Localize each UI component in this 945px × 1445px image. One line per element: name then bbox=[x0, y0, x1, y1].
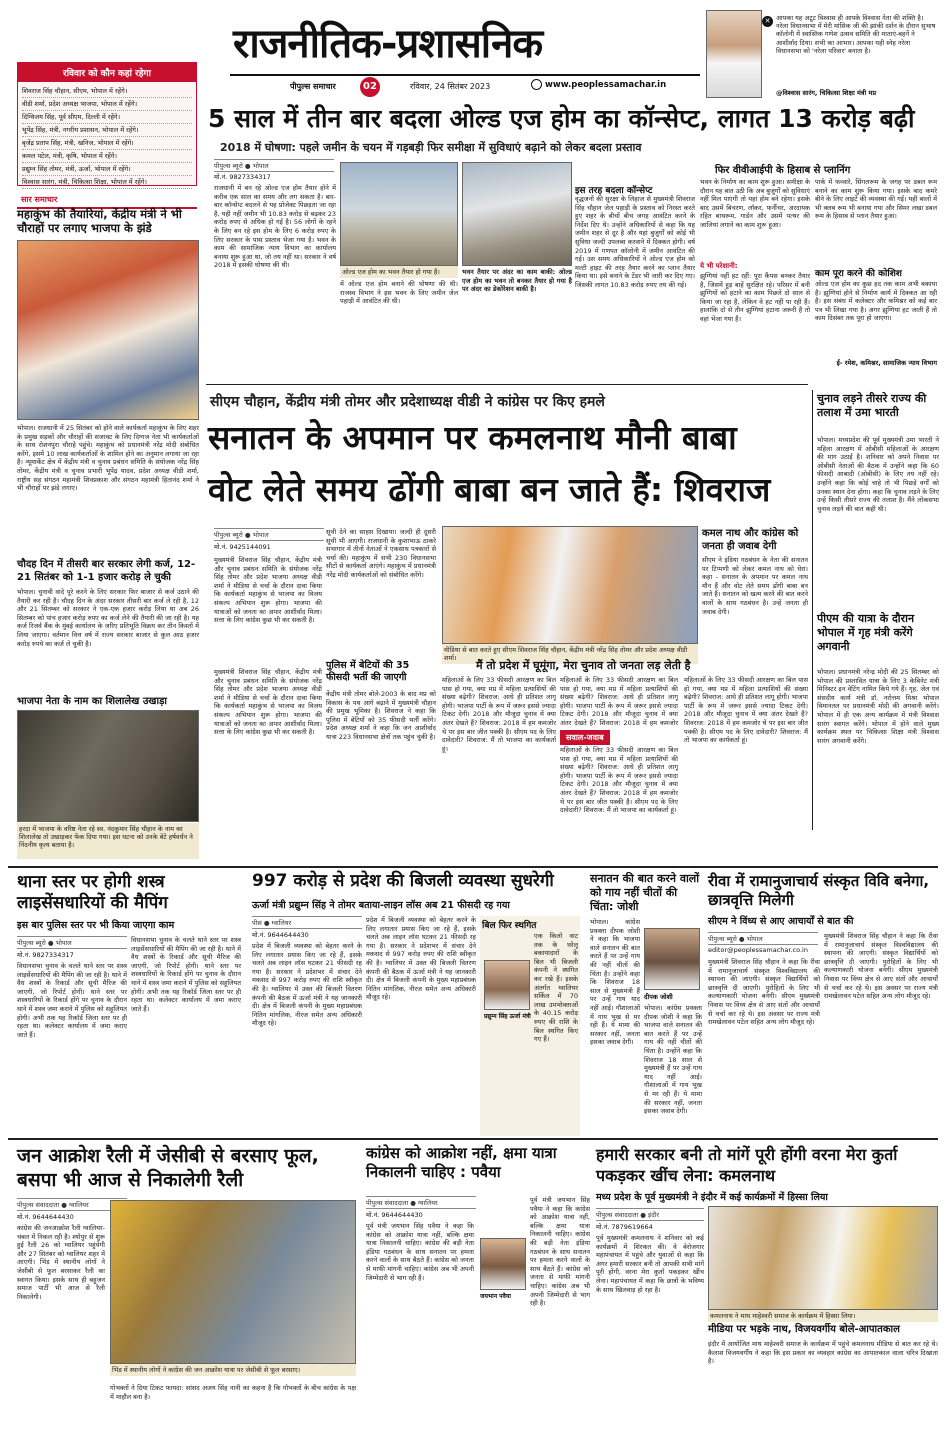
joshi-text-2: भोपाल। कांग्रेस प्रवक्ता दीपक जोशी ने कहा कि भाजपा वाले सनातन की बात करते हैं पर उन्हें गाय की नहीं चीतों की चिंता है। उन्होंने कहा कि शिवराज 18 साल से मुख्यमंत्री हैं पर उन्हें गाय याद नहीं आई। गौशालाओं में गाय भूख से मर रही हैं। ये मामा की सरकार नहीं, जनता इसका जवाब देगी। bbox=[644, 1004, 702, 1116]
power-deck: ऊर्जा मंत्री प्रद्युम्न सिंह ने तोमर बताया-लाइन लॉस अब 21 फीसदी रह गया bbox=[252, 900, 510, 911]
pavaiya-caption: जयभान पवैया bbox=[480, 1293, 511, 1300]
kamalnath-byline: पीपुल्स संवाददाता ● इंदौर bbox=[596, 1208, 704, 1221]
kamalnath-text-2: इंदौर में आयोजित माथ माहेश्वरी समाज के कार्यक्रम में पहुंचे कमलनाथ मीडिया से बात कर रहे थे। कैलाश विजयवर्गीय ने कहा कि इस प्रकार का व्यवहार कांग्रेस का आपातकाल वाला चरित्र दिखाता है। bbox=[708, 1340, 938, 1366]
oldage-col5: पार्क में फव्वारे, सिंगलरूम के जगह पर डबल रूम बनाने का काम शुरू किया गया। इसके बाद कमरे बीने के लिए लाइटें की व्यवस्था की गई। यही बालों में भी क्लब रूम भी बनाया गया और सिमर लखा डबल रूम के हिसाब से प्लान तैयार हुआ। bbox=[815, 178, 937, 221]
x-logo-icon: ✕ bbox=[762, 16, 773, 27]
oldage-sub-3: ये भी परेशानी: bbox=[700, 262, 738, 270]
kamalnath-headline: हमारी सरकार बनी तो मांगें पूरी होंगी वरना मेरा कुर्ता पकड़कर खींच लेना: कमलनाथ bbox=[596, 1145, 898, 1185]
rally-mobile: मो.नं. 9644644430 bbox=[17, 1213, 74, 1221]
oldage-deck: 2018 में घोषणा: पहले जमीन के चयन में गड़बड़ी फिर समीक्षा में सुविधाएं बढ़ाने को लेकर बदला प्रस्ताव bbox=[220, 141, 642, 154]
oldage-caption-1: ओल्ड एज होम का भवन तैयार हो गया है। bbox=[340, 266, 458, 278]
website-link[interactable]: www.peoplessamachar.in bbox=[545, 80, 667, 90]
schedule-item: प्रद्युम्न सिंह तोमर, मंत्री, ऊर्जा, भोपाल में रहेंगे। bbox=[22, 163, 192, 176]
schedule-item: विश्वास सारंग, मंत्री, चिकित्सा शिक्षा, भोपाल में रहेंगे। bbox=[22, 176, 192, 189]
oldage-col4b: झुग्गियां नहीं हट रहीं: पूरा कैंपस बनकर तैयार है, जिसमें हुड़ बाहें सुरक्षित रहे। परिसर में बनी झुग्गियों को हटाने का काम पिछले दो साल से किया जा रहा है, लेकिन वे हट नहीं पा रही हैं। हालांकि दो से तीन झुग्गियां हटाना जरूरी है तो वहां भेजा गया है। bbox=[700, 272, 810, 323]
lead-photo-caption: मीडिया से बात करते हुए सीएम शिवराज सिंह चौहान, केंद्रीय मंत्री नरेंद्र सिंह तोमर और प्रदेश अध्यक्ष वीडी शर्मा। bbox=[442, 644, 698, 664]
oldage-caption-2: भवन तैयार पर अंदर का काम बाकी: ओल्ड एज होम का भवन तो बनकर तैयार हो गया है पर अंदर का डेकोरेशन बाकी है। bbox=[462, 268, 572, 294]
qa-text-3: महिलाओं के लिए 33 फीसदी आरक्षण का बिल पास हो गया, क्या मप्र में महिला प्रत्याशियों की संख्या बढ़ेगी? शिवराज: आधे ही प्रतिशत लागू होगी। भाजपा पार्टी के रूप में जरूर इससे ज्यादा टिकट देगी। 2018 और मौजूदा चुनाव में क्या अंतर देखते हैं? शिवराज: 2018 में हम कमजोर थे पर इस बार जीत पक्की है। सीएम पद के लिए दावेदारी? शिवराज: मैं तो भाजपा का कार्यकर्ता हूं। bbox=[560, 746, 678, 815]
schedule-box bbox=[17, 62, 197, 186]
lead-photo bbox=[442, 526, 698, 644]
rewa-deck: सीएम ने विंध्य से आए आचार्यों से बात की bbox=[708, 916, 854, 927]
schedule-item: भूपेंद्र सिंह, मंत्री, नगरीय प्रशासन, भोपाल में रहेंगे। bbox=[22, 124, 192, 137]
lead-side-head: कमल नाथ और कांग्रेस को जनता ही जवाब देगी bbox=[702, 528, 799, 552]
rewa-headline: रीवा में रामानुजाचार्य संस्कृत विवि बनेगा, छात्रवृत्ति मिलेगी bbox=[708, 872, 930, 909]
lead-headline-2: वोट लेते समय ढोंगी बाबा बन जाते हैं: शिवराज bbox=[208, 470, 771, 509]
page-number: 02 bbox=[360, 77, 380, 97]
oldage-photo-2 bbox=[462, 162, 572, 266]
right-col-divider bbox=[812, 390, 813, 830]
pavaiya-mobile: मो.नं. 9644644430 bbox=[366, 1211, 423, 1219]
quote-text: आपका यह अटूट विश्वास ही आपके विश्वास नेता की शक्ति है। नरेला विधानसभा में मेरी मांसिक जी की झांकी दर्शन के दौरान सुभाष कॉलोनी में स्वास्तिक गणेश उत्सव समिति की माताएं-बहनें ने आशीर्वाद दिया। सभी का आभार। आपका यही स्नेह नरेला विधानसभा को 'नरेला परिवार' बनाता है। bbox=[776, 14, 936, 55]
kamalnath-text: पूर्व मुख्यमंत्री कमलनाथ ने शनिवार को कई कार्यक्रमों में शिरकत की। वे बेरोजगार महापंचायत में पहुंचे और युवाओं से कहा कि अगर हमारी सरकार बनी तो आपकी सभी मांगें पूरी होंगी, वरना मेरा कुर्ता पकड़कर खींच लेना। महापंचायत में कहा कि छात्रों के भविष्य के साथ खिलवाड़ हो रहा है। bbox=[596, 1234, 704, 1294]
power-box-text: एक किलो वाट तक के घरेलू बकायादारों के बिल भी बिजली कंपनी ने स्थगित कर रखे हैं। इसके अंतर्गत ग्वालियर सर्किल में 70 लाख उपभोक्ताओं के 40.15 करोड़ रुपए की राशि के बिल स्थगित किए गए हैं। bbox=[534, 932, 578, 1044]
uma-text: भोपाल। मध्यप्रदेश की पूर्व मुख्यमंत्री उमा भारती ने महिला आरक्षण में ओबीसी महिलाओं के आरक्षण की मांग उठाई है। शनिवार को अपने निवास पर ओबीसी नेताओं की बैठक में उन्होंने कहा कि 60 फीसदी आबादी (ओबीसी) के लिए तय नहीं रहे। उन्होंने कहा कि कोई चाहे तो भी पिछड़े वर्गों को उनका स्थान देना होगा। कहा कि चुनाव लड़ने के लिए उन्हें किसी तीसरे राज्य की तलाश है। मैंने लोकसभा चुनाव लड़ने की बात कही थी। bbox=[817, 436, 939, 513]
lead-side-text: सीएम ने इंडिया गठबंधन के नेता की सनातन पर टिप्पणी को लेकर कमल नाथ को घेरा। कहा - सनातन के अपमान पर कमल नाथ मौन हैं और वोट लेते समय ढोंगी बाबा बन जाते हैं। सनातन को खत्म करने की बात करने वालों के साथ गठबंधन है। उन्हें जनता ही जवाब देगी। bbox=[702, 556, 808, 616]
rewa-text-1: मुख्यमंत्री शिवराज सिंह चौहान ने कहा कि रीवा में रामानुजाचार्य संस्कृत विश्वविद्यालय की स्थापना की जाएगी। संस्कृत विद्यार्थियों को छात्रवृत्ति दी जाएगी। पुरोहितों के लिए भी कल्याणकारी योजना बनेगी। सीएम मुख्यमंत्री निवास पर विंध्य क्षेत्र से आए संतों और आचार्यों से चर्चा कर रहे थे। इस अवसर पर राज्य मंत्री रामखेलावन पटेल सहित अन्य लोग मौजूद रहे। bbox=[708, 958, 820, 1027]
schedule-item: शिवराज सिंह चौहान, सीएम, भोपाल में रहेंगे। bbox=[22, 85, 192, 98]
saar-headline-2: चौदह दिन में तीसरी बार सरकार लेगी कर्ज, 12- 21 सितंबर को 1-1 हजार करोड़ ले चुकी bbox=[17, 559, 196, 583]
uma-headline: चुनाव लड़ने तीसरे राज्य की तलाश में उमा भारती bbox=[817, 392, 927, 419]
oldage-byline: पीपुल्स ब्यूरो ● भोपाल bbox=[214, 159, 334, 172]
schedule-list bbox=[18, 82, 196, 192]
globe-icon bbox=[531, 79, 542, 90]
pm-visit-headline: पीएम की यात्रा के दौरान भोपाल में गृह मंत्री करेंगे अगवानी bbox=[817, 612, 915, 653]
rally-photo bbox=[110, 1200, 356, 1364]
rewa-byline: पीपुल्स ब्यूरो ● भोपाल bbox=[708, 932, 818, 945]
pavaiya-headline: कांग्रेस को आक्रोश नहीं, क्षमा यात्रा निकालनी चाहिए : पवैया bbox=[366, 1144, 557, 1181]
arms-deck: इस बार पुलिस स्तर पर भी किया जाएगा काम bbox=[17, 920, 175, 931]
oldage-col-under: में ओल्ड एज होम बनाने की घोषणा की थी। राजस्व विभाग ने इस भवन के लिए जमीन जेल पहाड़ी में आवंटित की थी। bbox=[340, 280, 458, 306]
kamalnath-mobile: मो.नं. 7879619664 bbox=[596, 1223, 653, 1231]
lead-kicker: सीएम चौहान, केंद्रीय मंत्री तोमर और प्रदेशाध्यक्ष वीडी ने कांग्रेस पर किए हमले bbox=[210, 394, 605, 410]
oldage-sub-2: फिर वीवीआईपी के हिसाब से प्लानिंग bbox=[715, 165, 851, 176]
rally-byline: पीपुल्स संवाददाता ● ग्वालियर bbox=[17, 1198, 127, 1211]
qa-text-4: महिलाओं के लिए 33 फीसदी आरक्षण का बिल पास हो गया, क्या मप्र में महिला प्रत्याशियों की संख्या बढ़ेगी? शिवराज: आधे ही प्रतिशत लागू होगी। भाजपा पार्टी के रूप में जरूर इससे ज्यादा टिकट देगी। 2018 और मौजूदा चुनाव में क्या अंतर देखते हैं? शिवराज: 2018 में हम कमजोर थे पर इस बार जीत पक्की है। सीएम पद के लिए दावेदारी? शिवराज: मैं तो भाजपा का कार्यकर्ता हूं। bbox=[684, 676, 808, 745]
lead-mobile: मो.नं. 9425144091 bbox=[214, 543, 271, 551]
oldage-col3: वृद्धजनों की सुरक्षा के लिहाज से मुख्यमंत्री शिवराज सिंह चौहान जेल पहाड़ी के प्रस्ताव को निरस्त करते हुए शहर के बीचों बीच जगह आवंटित करने के निर्देश दिए थे। उन्होंने अधिकारियों से कहा कि यह जमीन शहर से दूर है और यहां बुजुर्गों को कोई भी सुविधा जल्दी उपलब्ध करवाने में दिक्कत होगी। वर्ष 2019 में गणपत कॉलोनी में जमीन आवंटित की गई। उस समय अधिकारियों ने ओल्ड एज होम को मल्टी हाइट की तरह तैयार करने का प्लान तैयार किया था। इसे बनाने के टेंडर भी जारी कर दिए गए। जिसकी लागत 10.83 करोड़ रुपए तय की गई। bbox=[575, 195, 695, 289]
schedule-item: दिग्विजय सिंह, पूर्व सीएम, दिल्ली में रहेंगे। bbox=[22, 111, 192, 124]
minister-tomar-photo bbox=[484, 960, 530, 1010]
section-title: राजनीतिक-प्रशासनिक bbox=[233, 21, 543, 67]
power-box-head: बिल फिर स्थगित bbox=[482, 921, 537, 931]
kamalnath-sub: मीडिया पर भड़के नाथ, विजयवर्गीय बोले-आपातकाल bbox=[708, 1324, 900, 1335]
arms-mobile: मो.नं. 9827334317 bbox=[17, 951, 74, 959]
oldage-mobile: मो.नं. 9827334317 bbox=[214, 173, 271, 181]
joshi-text: भोपाल। कांग्रेस प्रवक्ता दीपक जोशी ने कहा कि भाजपा वाले सनातन की बात करते हैं पर उन्हें गाय की नहीं चीतों की चिंता है। उन्होंने कहा कि शिवराज 18 साल से मुख्यमंत्री हैं पर उन्हें गाय याद नहीं आई। गौशालाओं में गाय भूख से मर रही हैं। ये मामा की सरकार नहीं, जनता इसका जवाब देगी। bbox=[590, 918, 640, 1047]
lead-byline: पीपुल्स ब्यूरो ● भोपाल bbox=[214, 528, 324, 541]
masthead-rule bbox=[230, 74, 700, 76]
plaque-caption: हरदा में भाजपा के वरिष्ठ नेता रहे स्व. नंदकुमार सिंह चौहान के नाम का शिलालेख तो उखाड़कर फेंक दिया गया। इस घटना को उनके बेटे हर्षवर्धन ने निंदनीय कृत्य बताया है। bbox=[17, 823, 199, 859]
oldage-sub-4: काम पूरा करने की कोशिश bbox=[815, 269, 902, 279]
divider-2 bbox=[8, 866, 938, 868]
rewa-text-2: मुख्यमंत्री शिवराज सिंह चौहान ने कहा कि रीवा में रामानुजाचार्य संस्कृत विश्वविद्यालय की स्थापना की जाएगी। संस्कृत विद्यार्थियों को छात्रवृत्ति दी जाएगी। पुरोहितों के लिए भी कल्याणकारी योजना बनेगी। सीएम मुख्यमंत्री निवास पर विंध्य क्षेत्र से आए संतों और आचार्यों से चर्चा कर रहे थे। इस अवसर पर राज्य मंत्री रामखेलावन पटेल सहित अन्य लोग मौजूद रहे। bbox=[824, 932, 938, 1001]
arms-headline: थाना स्तर पर होगी शस्त्र लाइसेंसधारियों की मैपिंग bbox=[17, 872, 168, 913]
divider-1 bbox=[206, 384, 808, 385]
oldage-col4: भवन के निर्माण का काम शुरू हुआ। समीक्षा के दौरान यह बात उठी कि अब बुजुर्गों को सुविधाएं नहीं मिल पाएंगी तो यहां होम बने रहेगा। इसके बाद उसमें बिचरण, लॉकर, फर्नीचर, अरदायक रहित बाथरूम, गार्डन और उसमें पत्थर की जालियां लगाने का काम शुरू हुआ। bbox=[700, 178, 810, 229]
oldage-col1: राजधानी में बन रहे ओल्ड एज होम तैयार होने में करीब एक साल का समय और लग सकता है। बार-बार कॉन्सेप्ट बदलने से यह प्रोजेक्ट पिछड़ता जा रहा है, यही नहीं जमीन भी 10.83 करोड़ से बढ़कर 23 करोड़ रुपए से अधिक हो गई है। 56 लोगों के रहने के लिए बन रहे इस होम के लिए 6 करोड़ रुपए के लिए सरकार के पास प्रस्ताव भेजा गया है। भवन के काम की सामाजिक न्याय विभाग का कार्यालय बनाया शुरू हुआ था, जो तय नहीं था। सरकार ने वर्ष 2018 में इसकी घोषणा की थी। bbox=[214, 184, 336, 270]
oldage-sub-1: इस तरह बदला कॉन्सेप्ट bbox=[575, 186, 653, 196]
joshi-photo bbox=[644, 928, 700, 990]
schedule-item: बृजेंद्र प्रताप सिंह, मंत्री, खनिज, भोपाल में रहेंगे। bbox=[22, 137, 192, 150]
power-byline: पीस ● ग्वालियर bbox=[252, 916, 362, 929]
lead-headline-1: सनातन के अपमान पर कमलनाथ मौनी बाबा bbox=[208, 418, 737, 457]
plaque-photo bbox=[17, 710, 199, 822]
qa-label: सवाल-जवाब bbox=[560, 730, 610, 745]
saar-headline-1: महाकुंभ की तैयारियां, केंद्रीय मंत्री ने भी चौराहों पर लगाए भाजपा के झंडे bbox=[17, 207, 182, 235]
kamalnath-deck: मध्य प्रदेश के पूर्व मुख्यमंत्री ने इंदौर में कई कार्यक्रमों में हिस्सा लिया bbox=[596, 1192, 828, 1203]
rally-headline: जन आक्रोश रैली में जेसीबी से बरसाए फूल, बसपा भी आज से निकालेगी रैली bbox=[17, 1145, 319, 1191]
paper-name: पीपुल्स समाचार bbox=[290, 82, 336, 91]
schedule-item: वीडी शर्मा, प्रदेश अध्यक्ष भाजपा, भोपाल में रहेंगे। bbox=[22, 98, 192, 111]
schedule-item: कमल पटेल, मंत्री, कृषि, भोपाल में रहेंगे। bbox=[22, 150, 192, 163]
oldage-col5b: ओल्ड एज होम का कुछ हद तक काम अभी बकाया है। झुग्गियां होने से निर्माण कार्य में दिक्कत आ रही है। इस संबंध में कलेक्टर और कमिश्नर को कई बार पत्र भी लिखा गया है। अगर झुग्गियां हट जाती हैं तो काम दिसंबर तक पूरा हो जाएगा। bbox=[815, 280, 937, 323]
saar-text-1: भोपाल। राजधानी में 25 सितंबर को होने वाले कार्यकर्ता महाकुंभ के लिए शहर के प्रमुख सड़कों और चौराहों की सजावट के लिए दिग्गज नेता भी कार्यकर्ताओं के साथ रोशनपुरा चौराहे पहुंचे। महाकुंभ को प्रधानमंत्री नरेंद्र मोदी संबोधित करेंगे, इसमें 10 लाख कार्यकर्ताओं के शामिल होने का अनुमान लगाया जा रहा है। न्यूमार्केट क्षेत्र में केंद्रीय मंत्री व चुनाव प्रबंधन समिति के संयोजक नरेंद्र सिंह तोमर, केंद्रीय मंत्री व चुनाव प्रभारी भूपेंद्र यादव, प्रदेश अध्यक्ष वीडी शर्मा, राष्ट्रीय सह संगठन महामंत्री शिवप्रकाश और संगठन महामंत्री हितानंद शर्मा ने भी चौराहों पर झंडे लगाए। bbox=[17, 424, 199, 493]
pavaiya-photo bbox=[480, 1238, 526, 1290]
power-text-2: प्रदेश में बिजली व्यवस्था को बेहतर करने के लिए लगातार प्रयास किए जा रहे हैं, इसके चलते अब लाइन लॉस घटकर 21 फीसदी रह गया है। सरकार ने प्रदेशभर में संचार देने मकसद से 997 करोड़ रुपए की राशि स्वीकृत की है। ग्वालियर में उक्त की बिजली वितरण कंपनी की बैठक में ऊर्जा मंत्री ने यह जानकारी दी। क्षेत्र में बिजली कंपनी के मुख्य महाप्रबंधक नितिन मांगलिक, नीरज समेत अन्य अधिकारी मौजूद रहे। bbox=[366, 916, 476, 1002]
schedule-title: रविवार को कौन कहां रहेगा bbox=[18, 63, 196, 82]
saar-text-2: भोपाल। चुनावी वादे पूरे करने के लिए सरकार फिर बाजार से कर्ज उठाने की तैयारी कर रही है। चौदह दिन के अंदर सरकार तीसरी बार कर्ज ले रही है, 12 और 21 सितम्बर को सरकार ने एक-एक हजार करोड़ लिया था अब 26 सितम्बर को पांच हजार करोड़ रुपए का कर्ज लेने की तैयारी की जा रही है। यह कर्ज रिजर्व बैंक के मुंबई कार्यालय के जरिए प्रतिभूति विक्रय कर तीन किस्तों में लिया जाएगा। वर्तमान वित्त वर्ष में राज्य सरकार बाजार से कुल आठ हजार करोड़ रुपये का कर्ज ले चुकी है। bbox=[17, 588, 199, 648]
saar-headline-3: भाजपा नेता के नाम का शिलालेख उखाड़ा bbox=[17, 696, 168, 707]
arms-text-1: विधानसभा चुनाव के चलते थाने स्तर पर शस्त्र लाइसेंसधारियों की मैपिंग की जा रही है। थाने में वैध शस्त्रों के रिकार्ड और सूची मैरिज की जाएगी, जो रिपोर्ट होगी। थाने स्तर पर शस्त्रधारियों के रिकार्ड होंगे पर चुनाव के दौरान थाने में शस्त्र जमा कराने में पुलिस को सहूलियत होगी। अभी तक यह रिकॉर्ड जिला स्तर पर ही रहता था। कलेक्टर कार्यालय में जमा कराए जाते हैं। bbox=[17, 962, 127, 1039]
pavaiya-byline: पीपुल्स संवाददाता ● ग्वालियर bbox=[366, 1196, 476, 1209]
power-box bbox=[480, 916, 580, 1136]
recruit-text: केंद्रीय मंत्री तोमर बोले-2003 के बाद मप्र को विकास के पथ आगे बढ़ाने में मुख्यमंत्री चौहान की प्रमुख भूमिका है। शिवराज ने कहा कि पुलिस में बेटियों को 35 फीसदी भर्ती करेंगे। प्रदेश अध्यक्ष शर्मा ने कहा कि जन आशीर्वाद यात्रा 223 विधानसभा क्षेत्रों तक पहुंच चुकी है। bbox=[326, 690, 436, 741]
minister-photo bbox=[706, 10, 762, 98]
pm-visit-text: भोपाल। प्रधानमंत्री नरेन्द्र मोदी की 25 सितम्बर को भोपाल की प्रस्तावित यात्रा के लिए 3 केबिनेट मंत्री मिनिस्टर इन वेटिंग नामित किये गये हैं। गृह, जेल एवं संसदीय कार्य मंत्री डॉ. नरोत्तम मिश्रा भोपाल विमानतल पर प्रधानमंत्री मोदी की अगवानी करेंगे। भोपाल में ही एक अन्य कार्यक्रम में मंत्री विश्वास सारंग स्वागत करेंगे। भोपाल में होने वाले मुख्य कार्यक्रम स्थल पर चिकित्सा शिक्षा मंत्री विश्वास सारंग अगवानी करेंगे। bbox=[817, 668, 939, 745]
oldage-signature: ई- रमेश, कमिश्नर, सामाजिक न्याय विभाग bbox=[836, 359, 937, 367]
lead-col2: सूची देने का साहस दिखाया। जल्दी ही दूसरी सूची भी आएगी। राजधानी के कुशाभाऊ ठाकरे सभागार में तीनों नेताओं ने एकसाथ पत्रकारों से चर्चा की। महाकुंभ में सभी 230 विधानसभा सीटों से कार्यकर्ता आएंगे। महाकुंभ में प्रधानमंत्री नरेंद्र मोदी कार्यकर्ताओं को संबोधित करेंगे। bbox=[326, 528, 436, 579]
minister-tomar-caption: प्रद्युम्न सिंह ऊर्जा मंत्री bbox=[484, 1013, 531, 1020]
lead-col1b: मुख्यमंत्री शिवराज सिंह चौहान, केंद्रीय मंत्री और चुनाव प्रबंधन समिति के संयोजक नरेंद्र सिंह तोमर और प्रदेश भाजपा अध्यक्ष वीडी शर्मा ने मीडिया से चर्चा के दौरान दावा किया कि कार्यकर्ता महाकुंभ से भाजपा का विजय संकल्प अभियान शुरू होगा। भाजपा की यात्राओं को जनता का अपार आशीर्वाद मिला। सत्ता के लिए कांग्रेस कुछ भी कर सकती है। bbox=[214, 668, 322, 737]
kamalnath-photo bbox=[708, 1206, 938, 1310]
oldage-photo-1 bbox=[340, 162, 458, 266]
quote-author: @विश्वास सारंग, चिकित्सा शिक्षा मंत्री मप्र bbox=[776, 89, 877, 97]
lead-col1: मुख्यमंत्री शिवराज सिंह चौहान, केंद्रीय मंत्री और चुनाव प्रबंधन समिति के संयोजक नरेंद्र सिंह तोमर और प्रदेश भाजपा अध्यक्ष वीडी शर्मा ने मीडिया से चर्चा के दौरान दावा किया कि कार्यकर्ता महाकुंभ से भाजपा का विजय संकल्प अभियान शुरू होगा। भाजपा की यात्राओं को जनता का अपार आशीर्वाद मिला। सत्ता के लिए कांग्रेस कुछ भी कर सकती है। bbox=[214, 556, 322, 625]
rewa-email: editor@peoplessamachar.co.in bbox=[708, 946, 808, 954]
power-mobile: मो.नं. 9644644430 bbox=[252, 931, 309, 939]
rally-note: गोभक्तों ने दिया टिकट फायदा: सांसद अजय सिंह नानी का कहना है कि गोभक्तों के बीच कांग्रेस के पक्ष में माहौल बना है। bbox=[110, 1384, 356, 1401]
rally-text: कांग्रेस की जनआक्रोश रैली ग्वालियर-चंबल में निकल रही है। श्योपुर से शुरू हुई रैली 26 को ग्वालियर पहुंचेगी और 27 सितंबर को ग्वालियर शहर में आएगी। भिंड में स्थानीय लोगों ने जेसीबी से फूल बरसाकर रैली का स्वागत किया। इसके साथ ही बहुजन समाज पार्टी भी आज से रैली निकालेगी। bbox=[17, 1224, 105, 1301]
divider-3 bbox=[8, 1138, 938, 1140]
pavaiya-text-2: पूर्व मंत्री जयभान सिंह पवैया ने कहा कि कांग्रेस को आक्रोश यात्रा नहीं, बल्कि क्षमा यात्रा निकालनी चाहिए। कांग्रेस की बड़ी नेता इंडिया गठबंधन के साथ सनातन पर हमला करने वालों के साथ बैठते हैं। कांग्रेस को जनता से माफी मांगनी चाहिए। कांग्रेस अब भी अपनी जिम्मेदारी से भाग रही है। bbox=[530, 1196, 590, 1308]
saar-label: सार समाचार bbox=[17, 192, 197, 209]
arms-byline: पीपुल्स ब्यूरो ● भोपाल bbox=[17, 936, 127, 949]
tour-sub: मैं तो प्रदेश में घूमूंगा, मेरा चुनाव तो जनता लड़ लेती है bbox=[476, 659, 691, 672]
power-headline: 997 करोड़ से प्रदेश की बिजली व्यवस्था सुधरेगी bbox=[252, 871, 554, 891]
quote-box bbox=[706, 10, 938, 102]
joshi-caption: दीपक जोशी bbox=[644, 993, 673, 1001]
joshi-headline: सनातन की बात करने वालों को गाय नहीं चीतों की चिंता: जोशी bbox=[590, 872, 700, 913]
power-text-1: प्रदेश में बिजली व्यवस्था को बेहतर करने के लिए लगातार प्रयास किए जा रहे हैं, इसके चलते अब लाइन लॉस घटकर 21 फीसदी रह गया है। सरकार ने प्रदेशभर में संचार देने मकसद से 997 करोड़ रुपए की राशि स्वीकृत की है। ग्वालियर में उक्त की बिजली वितरण कंपनी की बैठक में ऊर्जा मंत्री ने यह जानकारी दी। क्षेत्र में बिजली कंपनी के मुख्य महाप्रबंधक नितिन मांगलिक, नीरज समेत अन्य अधिकारी मौजूद रहे। bbox=[252, 942, 362, 1028]
rally-caption: भिंड में स्थानीय लोगों ने कांग्रेस की जन आक्रोश यात्रा पर जेसीबी से फूल बरसाए। bbox=[110, 1364, 356, 1376]
qa-text-2: महिलाओं के लिए 33 फीसदी आरक्षण का बिल पास हो गया, क्या मप्र में महिला प्रत्याशियों की संख्या बढ़ेगी? शिवराज: आधे ही प्रतिशत लागू होगी। भाजपा पार्टी के रूप में जरूर इससे ज्यादा टिकट देगी। 2018 और मौजूदा चुनाव में क्या अंतर देखते हैं? शिवराज: 2018 में हम कमजोर bbox=[560, 676, 678, 726]
pavaiya-text-1: पूर्व मंत्री जयभान सिंह पवैया ने कहा कि कांग्रेस को आक्रोश यात्रा नहीं, बल्कि क्षमा यात्रा निकालनी चाहिए। कांग्रेस की बड़ी नेता इंडिया गठबंधन के साथ सनातन पर हमला करने वालों के साथ बैठते हैं। कांग्रेस को जनता से माफी मांगनी चाहिए। कांग्रेस अब भी अपनी जिम्मेदारी से भाग रही है। bbox=[366, 1222, 474, 1282]
saar-photo-1 bbox=[17, 240, 199, 420]
oldage-headline: 5 साल में तीन बार बदला ओल्ड एज होम का कॉन्सेप्ट, लागत 13 करोड़ बढ़ी bbox=[208, 104, 915, 133]
qa-text-1: महिलाओं के लिए 33 फीसदी आरक्षण का बिल पास हो गया, क्या मप्र में महिला प्रत्याशियों की संख्या बढ़ेगी? शिवराज: आधे ही प्रतिशत लागू होगी। भाजपा पार्टी के रूप में जरूर इससे ज्यादा टिकट देगी। 2018 और मौजूदा चुनाव में क्या अंतर देखते हैं? शिवराज: 2018 में हम कमजोर थे पर इस बार जीत पक्की है। सीएम पद के लिए दावेदारी? शिवराज: मैं तो भाजपा का कार्यकर्ता हूं। bbox=[442, 676, 556, 753]
recruit-sub: पुलिस में बेटियों की 35 फीसदी भर्ती की जाएगी bbox=[326, 660, 410, 683]
issue-date: रविवार, 24 सितंबर 2023 bbox=[410, 82, 491, 91]
arms-text-2: विधानसभा चुनाव के चलते थाने स्तर पर शस्त्र लाइसेंसधारियों की मैपिंग की जा रही है। थाने में वैध शस्त्रों के रिकार्ड और सूची मैरिज की जाएगी, जो रिपोर्ट होगी। थाने स्तर पर शस्त्रधारियों के रिकार्ड होंगे पर चुनाव के दौरान थाने में शस्त्र जमा कराने में पुलिस को सहूलियत होगी। अभी तक यह रिकॉर्ड जिला स्तर पर ही रहता था। कलेक्टर कार्यालय में जमा कराए जाते हैं। bbox=[131, 936, 241, 1013]
kamalnath-caption: कमलनाथ ने माथ माहेश्वरी समाज के कार्यक्रम में हिस्सा लिया। bbox=[708, 1310, 938, 1322]
